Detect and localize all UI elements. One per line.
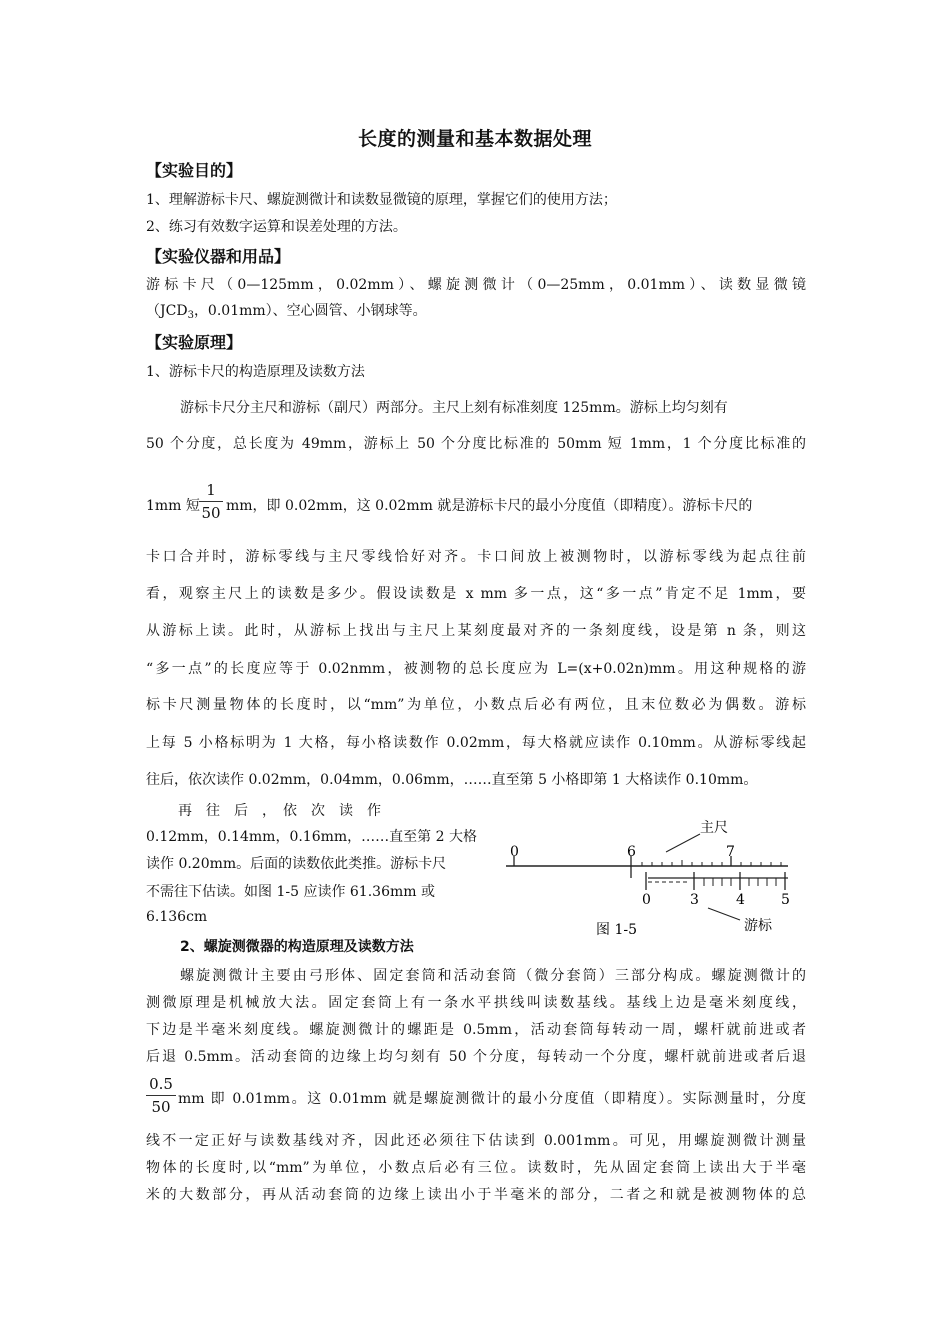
vernier-scale-figure — [500, 810, 800, 940]
fraction-denominator: 50 — [201, 504, 221, 522]
vernier-scale-ticks — [694, 872, 785, 890]
micrometer-line-4: 后退 0.5mm。活动套筒的边缘上均匀刻有 50 个分度，每转动一个分度，螺杆就前进或者后退 — [146, 1049, 806, 1065]
instruments-line-2a: （JCD — [146, 303, 188, 319]
vernier-label-0: 0 — [642, 892, 651, 908]
section-instruments-heading: 【实验仪器和用品】 — [146, 247, 291, 266]
figure-caption: 图 1-5 — [596, 922, 637, 938]
vernier-para2-line-4: “多一点”的长度应等于 0.02nmm，被测物的总长度应为 L=(x+0.02n)mm。用这种规格的游 — [146, 661, 806, 677]
fraction2-numerator: 0.5 — [149, 1075, 173, 1093]
micrometer-line-1: 螺旋测微计主要由弓形体、固定套筒和活动套筒（微分套筒）三部分构成。螺旋测微计的 — [180, 968, 806, 984]
micrometer-para2-line-1: 线不一定正好与读数基线对齐，因此还必须往下估读到 0.001mm。可见，用螺旋测微计测量 — [146, 1133, 806, 1149]
side-text-line-2: 0.12mm，0.14mm，0.16mm，……直至第 2 大格 — [146, 829, 477, 845]
fraction-one-fiftieth — [199, 480, 223, 523]
main-scale-label: 主尺 — [700, 820, 728, 836]
side-text-line-5: 6.136cm — [146, 909, 208, 925]
fraction2-denominator: 50 — [151, 1098, 171, 1116]
vernier-para2-line-1: 卡口合并时，游标零线与主尺零线恰好对齐。卡口间放上被测物时，以游标零线为起点往前 — [146, 549, 806, 565]
fraction2-bar — [146, 1095, 176, 1096]
main-scale-pointer — [666, 834, 700, 852]
instruments-subscript: 3 — [187, 310, 194, 321]
micrometer-line-3: 下边是半毫米刻度线。螺旋测微计的螺距是 0.5mm，活动套筒每转动一周，螺杆就前进或者 — [146, 1022, 806, 1038]
vernier-para2-line-7: 往后，依次读作 0.02mm，0.04mm，0.06mm，……直至第 5 小格即第 1 大格读作 0.10mm。 — [146, 772, 758, 788]
side-text-line-1: 再 往 后 ， 依 次 读 作 — [178, 803, 381, 819]
main-label-6: 6 — [627, 844, 636, 860]
fraction-half-over-fifty — [146, 1074, 176, 1117]
micrometer-heading: 2、螺旋测微器的构造原理及读数方法 — [180, 939, 414, 955]
vernier-label-4: 4 — [736, 892, 745, 908]
vernier-para2-line-3: 从游标上读。此时，从游标上找出与主尺上某刻度最对齐的一条刻度线，设是第 n 条，则这 — [146, 623, 806, 639]
micrometer-para2-line-3: 米的大数部分，再从活动套筒的边缘上读出小于半毫米的部分，二者之和就是被测物体的总 — [146, 1187, 806, 1203]
vernier-para-line-2: 50 个分度，总长度为 49mm，游标上 50 个分度比标准的 50mm 短 1mm，1 个分度比标准的 — [146, 436, 806, 452]
vernier-label-3: 3 — [690, 892, 699, 908]
instruments-line-2 — [146, 300, 427, 321]
vernier-para2-line-2: 看，观察主尺上的读数是多少。假设读数是 x mm 多一点，这“多一点”肯定不足 1mm，要 — [146, 586, 806, 602]
side-text-line-3: 读作 0.20mm。后面的读数依此类推。游标卡尺 — [146, 856, 447, 872]
vernier-frac-suffix: mm，即 0.02mm，这 0.02mm 就是游标卡尺的最小分度值（即精度）。游标卡尺的 — [226, 498, 753, 514]
micrometer-line-2: 测微原理是机械放大法。固定套筒上有一条水平拱线叫读数基线。基线上边是毫米刻度线， — [146, 995, 806, 1011]
instruments-line-1: 游标卡尺（0—125mm，0.02mm）、螺旋测微计（0—25mm，0.01mm）、读数显微镜 — [146, 277, 806, 293]
vernier-para-line-1: 游标卡尺分主尺和游标（副尺）两部分。主尺上刻有标准刻度 125mm。游标上均匀刻有 — [180, 400, 728, 416]
instruments-line-2b: ，0.01mm）、空心圆管、小钢球等。 — [193, 303, 427, 319]
vernier-para2-line-5: 标卡尺测量物体的长度时，以“mm”为单位，小数点后必有两位，且末位数必为偶数。游标 — [146, 697, 806, 713]
side-text-line-4: 不需往下估读。如图 1-5 应读作 61.36mm 或 — [146, 884, 435, 900]
vernier-label-5: 5 — [781, 892, 790, 908]
fraction-numerator: 1 — [206, 481, 216, 499]
vernier-pointer — [708, 908, 740, 920]
fraction-bar — [199, 501, 223, 502]
micrometer-frac-suffix: mm 即 0.01mm。这 0.01mm 就是螺旋测微计的最小分度值（即精度）。实际测量时，分度 — [178, 1091, 806, 1107]
section-purpose-heading: 【实验目的】 — [146, 161, 243, 180]
vernier-label: 游标 — [744, 918, 772, 934]
vernier-frac-prefix: 1mm 短 — [146, 498, 200, 514]
main-label-0: 0 — [510, 844, 519, 860]
main-scale-ticks — [642, 856, 781, 866]
purpose-item-2: 2、练习有效数字运算和误差处理的方法。 — [146, 219, 407, 235]
vernier-para2-line-6: 上每 5 小格标明为 1 大格，每小格读数作 0.02mm，每大格就应读作 0.10mm。从游标零线起 — [146, 735, 806, 751]
purpose-item-1: 1、理解游标卡尺、螺旋测微计和读数显微镜的原理，掌握它们的使用方法； — [146, 192, 617, 208]
vernier-heading: 1、游标卡尺的构造原理及读数方法 — [146, 364, 365, 380]
section-principle-heading: 【实验原理】 — [146, 333, 243, 352]
main-label-7: 7 — [726, 844, 735, 860]
page-title: 长度的测量和基本数据处理 — [357, 128, 592, 150]
micrometer-para2-line-2: 物体的长度时,以“mm”为单位，小数点后必有三位。读数时，先从固定套筒上读出大于半毫 — [146, 1160, 806, 1176]
